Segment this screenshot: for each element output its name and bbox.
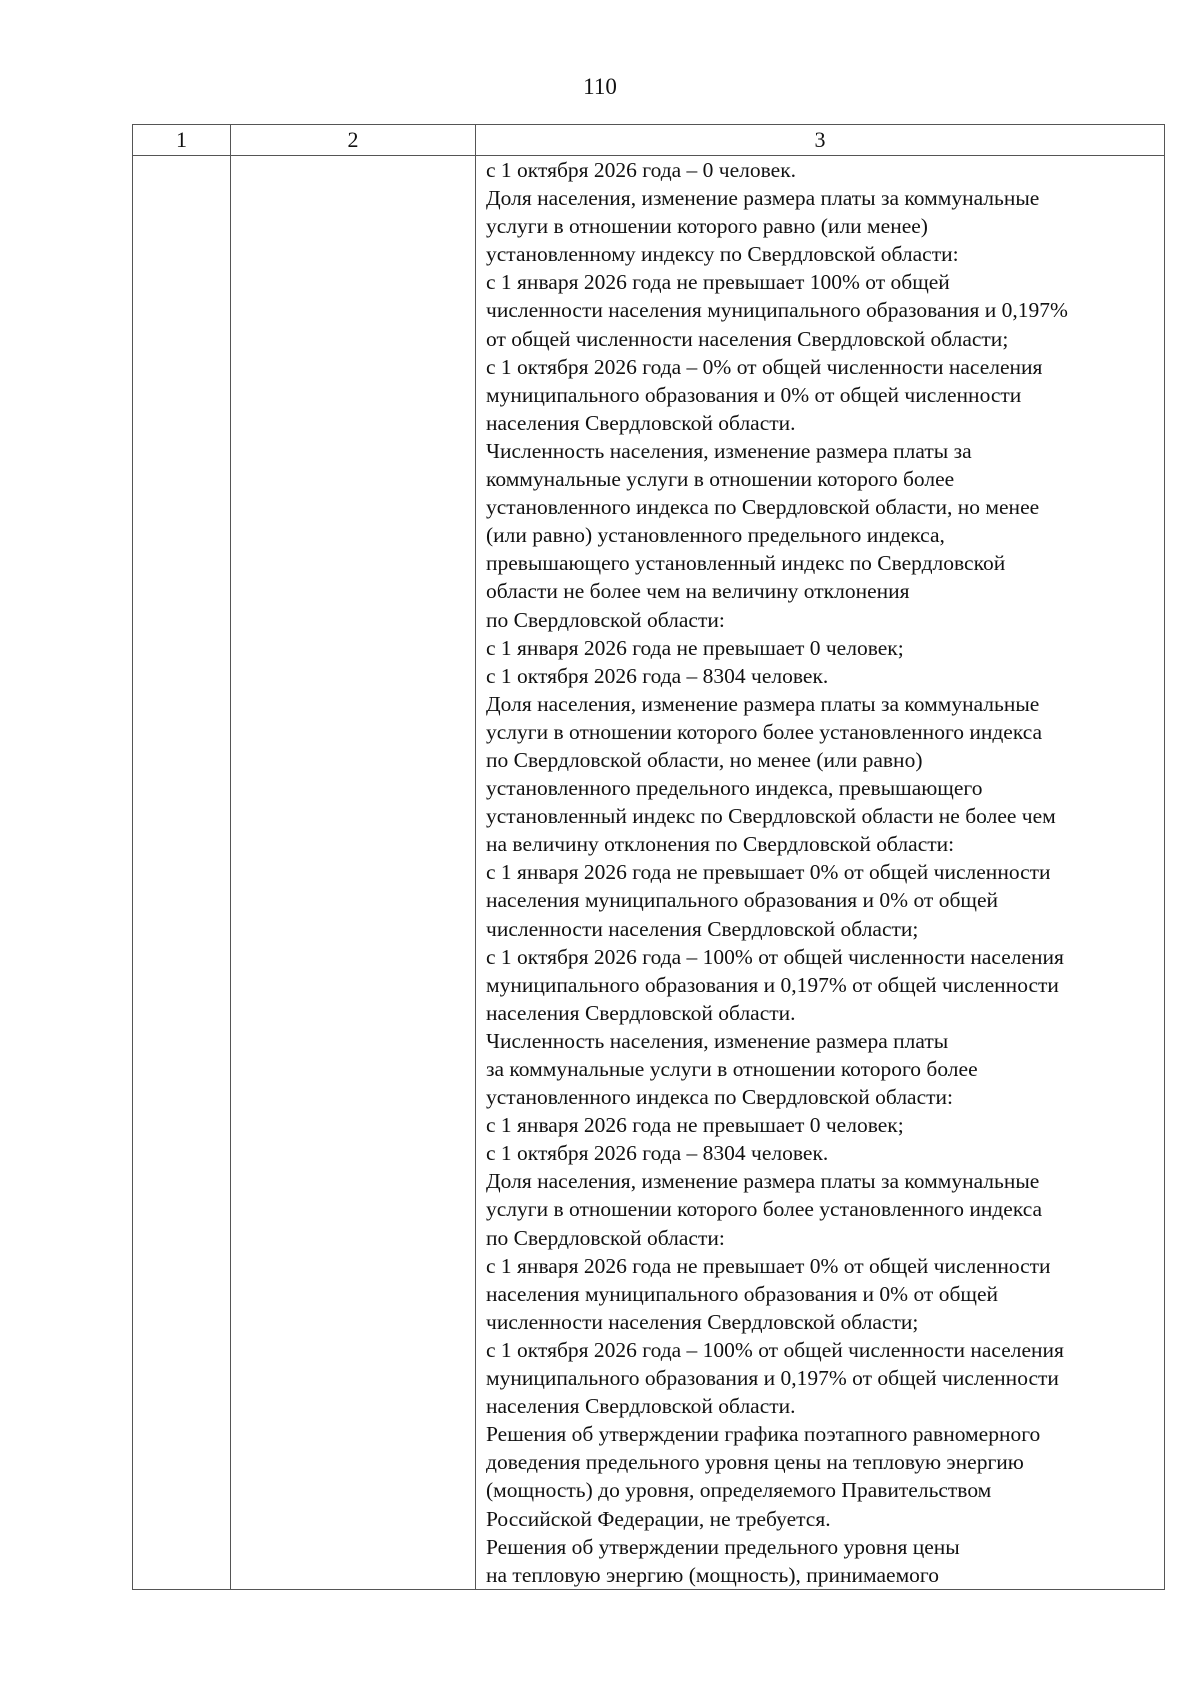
text-line: муниципального образования и 0,197% от общей численности xyxy=(486,972,1059,997)
text-line: установленного индекса по Свердловской области: xyxy=(486,1085,954,1110)
text-line: установленного предельного индекса, превышающего xyxy=(486,776,983,801)
text-line: установленного индекса по Свердловской области, но менее xyxy=(486,495,1040,520)
text-line: Доля населения, изменение размера платы за коммунальные xyxy=(486,1169,1040,1194)
text-line: с 1 января 2026 года не превышает 0 человек; xyxy=(486,635,904,660)
table-cell-col1 xyxy=(133,156,231,1590)
text-line: за коммунальные услуги в отношении которого более xyxy=(486,1057,978,1081)
table-row xyxy=(133,156,1165,1590)
text-line: с 1 октября 2026 года – 100% от общей численности населения xyxy=(486,1337,1064,1362)
text-line: численности населения муниципального образования и 0,197% xyxy=(486,298,1068,323)
text-line: с 1 октября 2026 года – 0 человек. xyxy=(486,158,797,182)
text-line: Доля населения, изменение размера платы за коммунальные xyxy=(486,691,1040,716)
text-line: населения муниципального образования и 0% от общей xyxy=(486,888,998,913)
text-line: коммунальные услуги в отношении которого более xyxy=(486,467,955,492)
column-header-3: 3 xyxy=(476,125,1165,156)
table-header-row xyxy=(133,125,1165,156)
text-line: муниципального образования и 0,197% от общей численности xyxy=(486,1366,1059,1391)
text-line: населения Свердловской области. xyxy=(486,410,796,435)
text-line: с 1 января 2026 года не превышает 0% от общей численности xyxy=(486,1253,1051,1278)
text-line: с 1 октября 2026 года – 8304 человек. xyxy=(486,1141,829,1166)
text-line: с 1 октября 2026 года – 100% от общей численности населения xyxy=(486,944,1064,969)
text-line: численности населения Свердловской области; xyxy=(486,1309,919,1334)
text-line: (или равно) установленного предельного индекса, xyxy=(486,523,945,548)
text-line: доведения предельного уровня цены на тепловую энергию xyxy=(486,1450,1024,1475)
text-line: Решения об утверждении графика поэтапного равномерного xyxy=(486,1422,1041,1447)
text-line: на величину отклонения по Свердловской области: xyxy=(486,832,955,857)
text-line: услуги в отношении которого более установленного индекса xyxy=(486,719,1043,744)
text-line: населения Свердловской области. xyxy=(486,1394,796,1419)
column-header-2: 2 xyxy=(231,125,476,156)
column-header-1: 1 xyxy=(133,125,231,156)
text-line: Российской Федерации, не требуется. xyxy=(486,1506,831,1531)
text-line: установленный индекс по Свердловской области не более чем xyxy=(486,804,1056,829)
text-line: Решения об утверждении предельного уровня цены xyxy=(486,1534,960,1559)
text-line: с 1 октября 2026 года – 8304 человек. xyxy=(486,663,829,688)
text-line: Численность населения, изменение размера платы xyxy=(486,1028,949,1053)
table-cell-col3 xyxy=(476,156,1165,1590)
table-cell-col2 xyxy=(231,156,476,1590)
text-line: на тепловую энергию (мощность), принимаемого xyxy=(486,1562,939,1587)
text-line: (мощность) до уровня, определяемого Правительством xyxy=(486,1478,992,1503)
cell-text-block xyxy=(486,156,1158,1589)
text-line: населения Свердловской области. xyxy=(486,1000,796,1025)
text-line: по Свердловской области: xyxy=(486,607,725,632)
text-line: услуги в отношении которого более установленного индекса xyxy=(486,1197,1043,1222)
text-line: с 1 января 2026 года не превышает 0 человек; xyxy=(486,1113,904,1138)
text-line: от общей численности населения Свердловской области; xyxy=(486,326,1009,351)
text-line: населения муниципального образования и 0% от общей xyxy=(486,1281,998,1306)
text-line: Доля населения, изменение размера платы за коммунальные xyxy=(486,186,1040,211)
text-line: услуги в отношении которого равно (или менее) xyxy=(486,214,928,239)
text-line: с 1 января 2026 года не превышает 0% от общей численности xyxy=(486,860,1051,885)
text-line: превышающего установленный индекс по Свердловской xyxy=(486,551,1006,576)
text-line: области не более чем на величину отклонения xyxy=(486,579,910,604)
text-line: с 1 октября 2026 года – 0% от общей численности населения xyxy=(486,354,1043,379)
page-number: 110 xyxy=(583,74,617,99)
text-line: муниципального образования и 0% от общей численности xyxy=(486,382,1022,407)
document-table xyxy=(132,124,1165,1590)
text-line: численности населения Свердловской области; xyxy=(486,916,919,941)
text-line: по Свердловской области, но менее (или равно) xyxy=(486,747,923,772)
text-line: Численность населения, изменение размера платы за xyxy=(486,438,972,463)
text-line: установленному индексу по Свердловской области: xyxy=(486,242,959,267)
text-line: по Свердловской области: xyxy=(486,1225,725,1250)
text-line: с 1 января 2026 года не превышает 100% от общей xyxy=(486,270,950,295)
